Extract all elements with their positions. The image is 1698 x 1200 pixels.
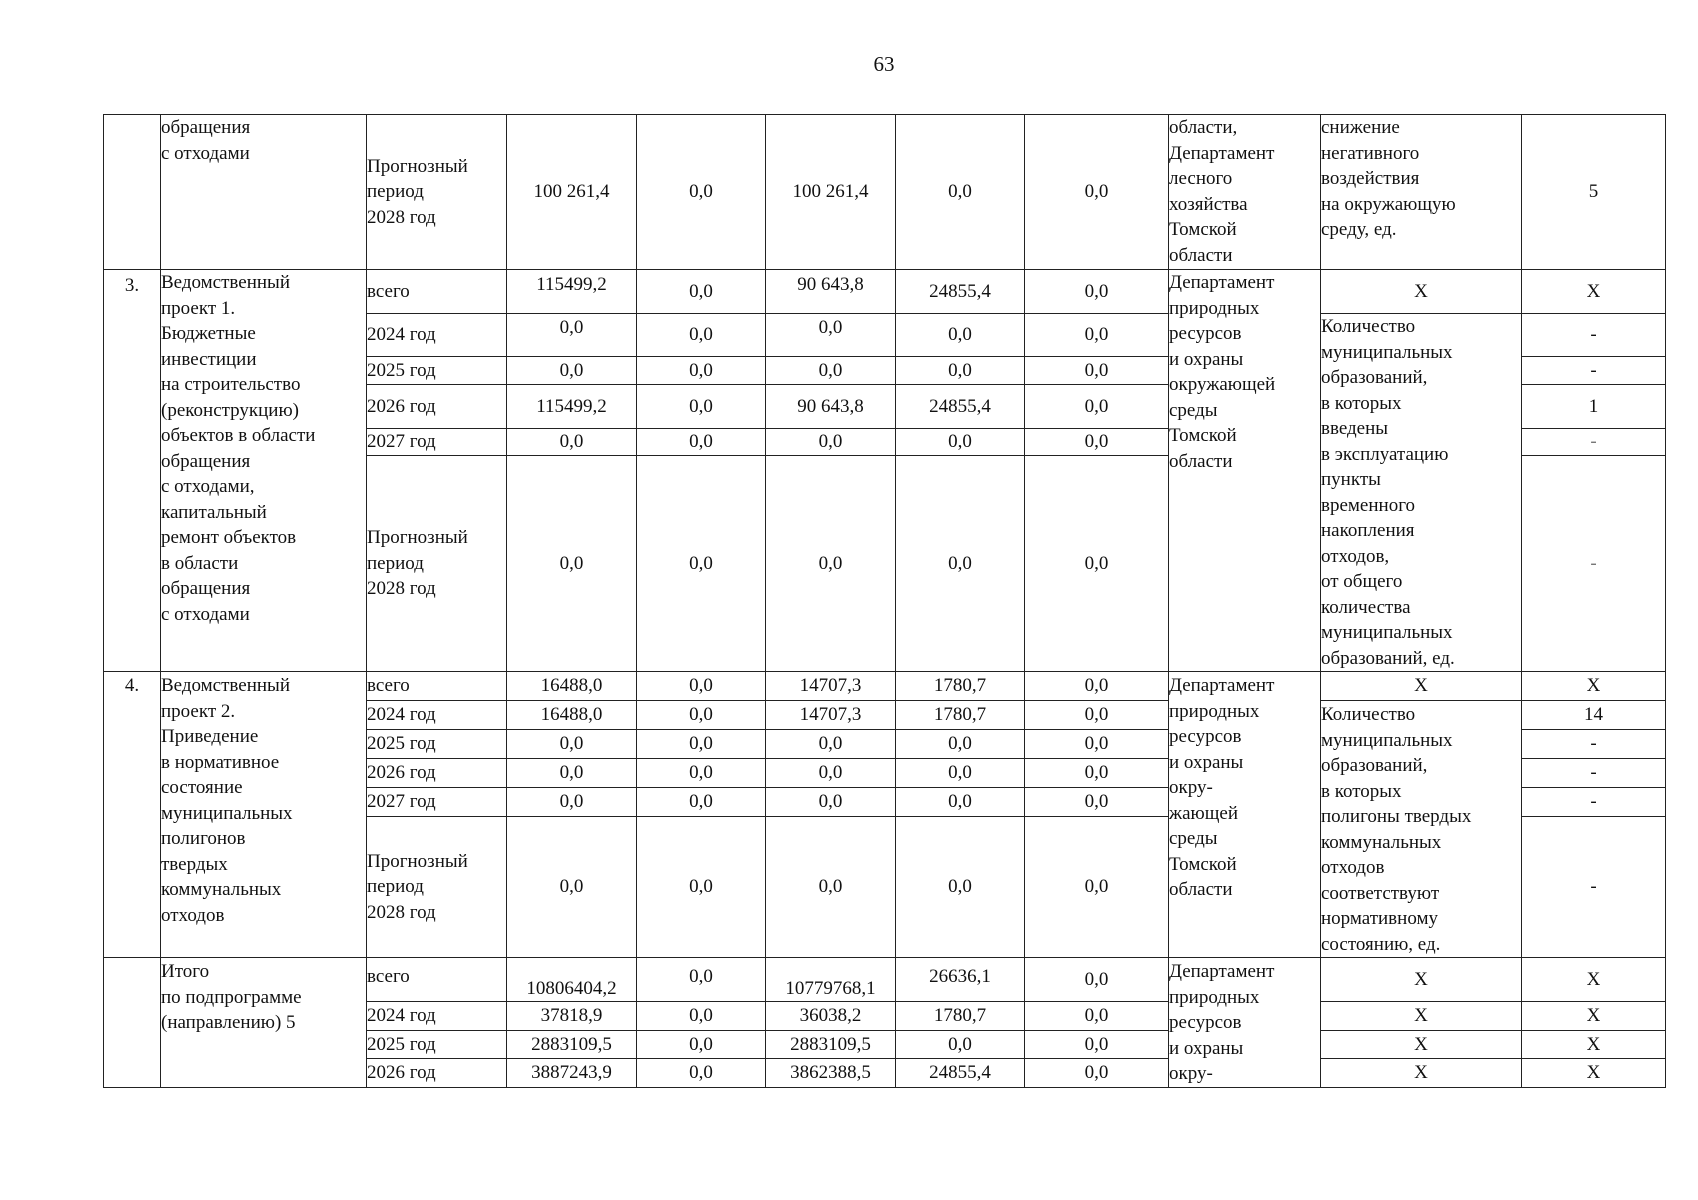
indicator-value: - xyxy=(1522,314,1666,357)
value-federal: 0,0 xyxy=(637,385,766,429)
period-label: всего xyxy=(367,672,507,701)
value-federal: 0,0 xyxy=(637,730,766,759)
value-total: 37818,9 xyxy=(507,1002,637,1031)
row-number-cell xyxy=(104,958,161,1088)
value-regional: 0,0 xyxy=(766,429,896,456)
executor: Департамент природных ресурсов и охраны окружающей среды Томской области xyxy=(1169,270,1321,672)
executor: Департамент природных ресурсов и охраны окру- жающей среды Томской области xyxy=(1169,672,1321,958)
indicator-value: - xyxy=(1522,429,1666,456)
indicator-total-x: Х xyxy=(1321,672,1522,701)
project-name: Ведомственный проект 1. Бюджетные инвестиции на строительство (реконструкцию) объектов в области обращения с отходами, капитальный ремонт объектов в области обращения с отходами xyxy=(161,270,367,672)
value-federal: 0,0 xyxy=(637,958,766,1002)
value-regional: 10779768,1 xyxy=(766,958,896,1002)
value-total: 0,0 xyxy=(507,314,637,357)
executor: области, Департамент лесного хозяйства Томской области xyxy=(1169,115,1321,270)
value-federal: 0,0 xyxy=(637,314,766,357)
value-regional: 0,0 xyxy=(766,730,896,759)
value-other: 0,0 xyxy=(1025,788,1169,817)
value-other: 0,0 xyxy=(1025,385,1169,429)
value-federal: 0,0 xyxy=(637,429,766,456)
indicator-value: Х xyxy=(1522,1059,1666,1088)
value-regional: 0,0 xyxy=(766,817,896,958)
row-number-cell xyxy=(104,115,161,270)
value-local: 24855,4 xyxy=(896,1059,1025,1088)
value-total: 0,0 xyxy=(507,759,637,788)
period-label: 2026 год xyxy=(367,759,507,788)
value-local: 0,0 xyxy=(896,1031,1025,1059)
value-local: 1780,7 xyxy=(896,701,1025,730)
value-regional: 14707,3 xyxy=(766,701,896,730)
value-total: 0,0 xyxy=(507,730,637,759)
subprogram-budget-table xyxy=(103,114,1666,1088)
value-local: 0,0 xyxy=(896,817,1025,958)
indicator-value: - xyxy=(1522,788,1666,817)
indicator-value: Х xyxy=(1522,1002,1666,1031)
value-local: 0,0 xyxy=(896,115,1025,270)
value-local: 0,0 xyxy=(896,788,1025,817)
table-row xyxy=(104,672,1666,701)
value-total: 0,0 xyxy=(507,357,637,385)
value-total: 16488,0 xyxy=(507,672,637,701)
value-local: 0,0 xyxy=(896,759,1025,788)
value-federal: 0,0 xyxy=(637,672,766,701)
indicator-value: Х xyxy=(1522,672,1666,701)
value-total: 100 261,4 xyxy=(507,115,637,270)
value-total: 0,0 xyxy=(507,788,637,817)
value-federal: 0,0 xyxy=(637,759,766,788)
indicator-total-x: Х xyxy=(1321,1059,1522,1088)
value-other: 0,0 xyxy=(1025,270,1169,314)
value-other: 0,0 xyxy=(1025,958,1169,1002)
value-local: 0,0 xyxy=(896,429,1025,456)
period-label: 2025 год xyxy=(367,730,507,759)
indicator-value: - xyxy=(1522,357,1666,385)
period-label: Прогнозный период 2028 год xyxy=(367,817,507,958)
indicator-value: - xyxy=(1522,759,1666,788)
value-federal: 0,0 xyxy=(637,1059,766,1088)
value-other: 0,0 xyxy=(1025,672,1169,701)
period-label: 2026 год xyxy=(367,1059,507,1088)
value-total: 0,0 xyxy=(507,817,637,958)
item-name: обращения с отходами xyxy=(161,115,367,270)
value-total: 0,0 xyxy=(507,429,637,456)
value-other: 0,0 xyxy=(1025,314,1169,357)
value-total: 115499,2 xyxy=(507,385,637,429)
value-regional: 14707,3 xyxy=(766,672,896,701)
value-other: 0,0 xyxy=(1025,456,1169,672)
period-label: 2024 год xyxy=(367,314,507,357)
value-total: 3887243,9 xyxy=(507,1059,637,1088)
period-label: 2025 год xyxy=(367,357,507,385)
value-federal: 0,0 xyxy=(637,788,766,817)
indicator-total-x: Х xyxy=(1321,1031,1522,1059)
value-regional: 0,0 xyxy=(766,357,896,385)
value-federal: 0,0 xyxy=(637,357,766,385)
period-label: всего xyxy=(367,958,507,1002)
indicator-total-x: Х xyxy=(1321,958,1522,1002)
value-local: 24855,4 xyxy=(896,270,1025,314)
period-label: 2027 год xyxy=(367,788,507,817)
value-other: 0,0 xyxy=(1025,701,1169,730)
value-regional: 90 643,8 xyxy=(766,270,896,314)
indicator-value: - xyxy=(1522,817,1666,958)
period-label: Прогнозный период 2028 год xyxy=(367,456,507,672)
value-regional: 3862388,5 xyxy=(766,1059,896,1088)
value-other: 0,0 xyxy=(1025,357,1169,385)
value-total: 16488,0 xyxy=(507,701,637,730)
period-label: Прогнозный период 2028 год xyxy=(367,115,507,270)
value-local: 0,0 xyxy=(896,730,1025,759)
value-regional: 0,0 xyxy=(766,456,896,672)
value-total: 2883109,5 xyxy=(507,1031,637,1059)
value-regional: 36038,2 xyxy=(766,1002,896,1031)
indicator-value: - xyxy=(1522,730,1666,759)
period-label: 2024 год xyxy=(367,1002,507,1031)
value-federal: 0,0 xyxy=(637,115,766,270)
indicator-value: 14 xyxy=(1522,701,1666,730)
value-local: 0,0 xyxy=(896,357,1025,385)
value-local: 0,0 xyxy=(896,456,1025,672)
value-federal: 0,0 xyxy=(637,1031,766,1059)
value-other: 0,0 xyxy=(1025,1002,1169,1031)
value-other: 0,0 xyxy=(1025,759,1169,788)
value-local: 1780,7 xyxy=(896,1002,1025,1031)
value-other: 0,0 xyxy=(1025,115,1169,270)
value-total: 0,0 xyxy=(507,456,637,672)
value-local: 0,0 xyxy=(896,314,1025,357)
indicator-total-x: Х xyxy=(1321,270,1522,314)
indicator-value: 5 xyxy=(1522,115,1666,270)
period-label: 2025 год xyxy=(367,1031,507,1059)
indicator-name: снижение негативного воздействия на окружающую среду, ед. xyxy=(1321,115,1522,270)
indicator-name: Количество муниципальных образований, в которых введены в эксплуатацию пункты временного накопления отходов, от общего количества муниципальных образований, ед. xyxy=(1321,314,1522,672)
value-other: 0,0 xyxy=(1025,429,1169,456)
row-number: 4. xyxy=(104,672,161,958)
indicator-total-x: Х xyxy=(1321,1002,1522,1031)
value-regional: 2883109,5 xyxy=(766,1031,896,1059)
period-label: 2026 год xyxy=(367,385,507,429)
indicator-value: Х xyxy=(1522,1031,1666,1059)
total-name: Итого по подпрограмме (направлению) 5 xyxy=(161,958,367,1088)
value-local: 24855,4 xyxy=(896,385,1025,429)
value-federal: 0,0 xyxy=(637,270,766,314)
period-label: 2024 год xyxy=(367,701,507,730)
row-number: 3. xyxy=(104,270,161,672)
value-other: 0,0 xyxy=(1025,730,1169,759)
value-federal: 0,0 xyxy=(637,701,766,730)
value-regional: 0,0 xyxy=(766,759,896,788)
table-row xyxy=(104,115,1666,270)
value-total: 115499,2 xyxy=(507,270,637,314)
executor: Департамент природных ресурсов и охраны окру- xyxy=(1169,958,1321,1088)
value-total: 10806404,2 xyxy=(507,958,637,1002)
value-federal: 0,0 xyxy=(637,817,766,958)
value-local: 26636,1 xyxy=(896,958,1025,1002)
value-other: 0,0 xyxy=(1025,1031,1169,1059)
value-regional: 0,0 xyxy=(766,788,896,817)
indicator-value: - xyxy=(1522,456,1666,672)
value-other: 0,0 xyxy=(1025,817,1169,958)
value-local: 1780,7 xyxy=(896,672,1025,701)
value-federal: 0,0 xyxy=(637,1002,766,1031)
value-regional: 0,0 xyxy=(766,314,896,357)
project-name: Ведомственный проект 2. Приведение в нормативное состояние муниципальных полигонов твердых коммунальных отходов xyxy=(161,672,367,958)
period-label: 2027 год xyxy=(367,429,507,456)
table-row xyxy=(104,958,1666,1002)
value-regional: 90 643,8 xyxy=(766,385,896,429)
indicator-name: Количество муниципальных образований, в которых полигоны твердых коммунальных отходов соответствуют нормативному состоянию, ед. xyxy=(1321,701,1522,958)
table-row xyxy=(104,270,1666,314)
value-other: 0,0 xyxy=(1025,1059,1169,1088)
period-label: всего xyxy=(367,270,507,314)
indicator-value: Х xyxy=(1522,270,1666,314)
indicator-value: Х xyxy=(1522,958,1666,1002)
value-federal: 0,0 xyxy=(637,456,766,672)
page-number: 63 xyxy=(873,52,895,76)
value-regional: 100 261,4 xyxy=(766,115,896,270)
indicator-value: 1 xyxy=(1522,385,1666,429)
